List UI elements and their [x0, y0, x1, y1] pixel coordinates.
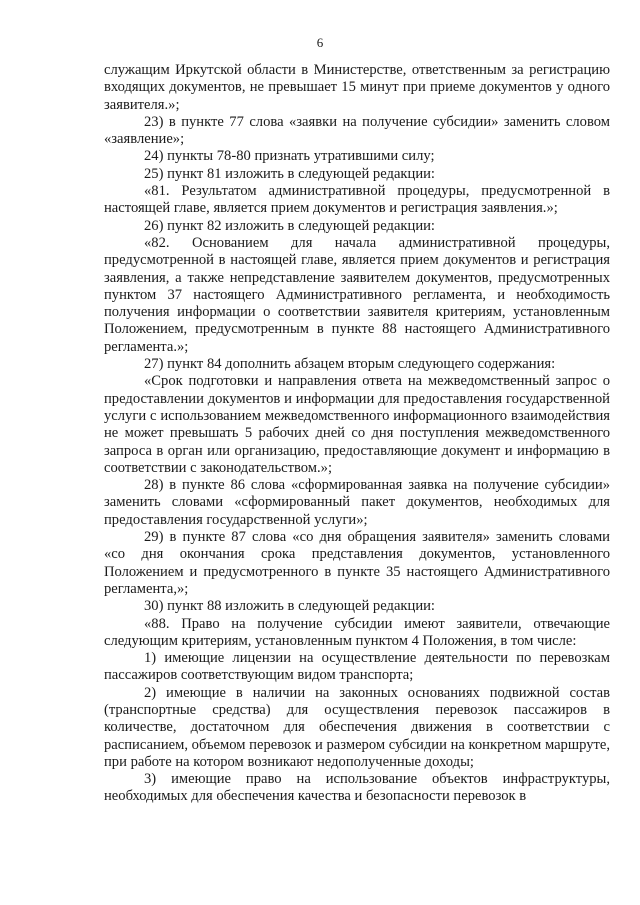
paragraph-criterion-1: 1) имеющие лицензии на осуществление деятельности по перевозкам пассажиров соответствующим видом транспорта;	[104, 650, 610, 684]
paragraph-criterion-3: 3) имеющие право на использование объектов инфраструктуры, необходимых для обеспечения качества и безопасности перевозок в	[104, 771, 610, 805]
paragraph-item-23: 23) в пункте 77 слова «заявки на получение субсидии» заменить словом «заявление»;	[104, 113, 610, 148]
paragraph-item-27: 27) пункт 84 дополнить абзацем вторым следующего содержания:	[144, 356, 556, 373]
paragraph-quote-82: «82. Основанием для начала административной процедуры, предусмотренной в настоящей главе, является прием документов и регистрация заявления, а также непредставление заявителем документов, предусмотренных пунктом 37 настоящего Административного регламента, и необходимость получения информации о соответствии заявителя критериям, установленным Положением, предусмотренным в пункте 88 настоящего Административного регламента.»;	[104, 234, 610, 355]
document-body	[104, 62, 610, 806]
paragraph-item-28: 28) в пункте 86 слова «сформированная заявка на получение субсидии» заменить словами «сформированный пакет документов, необходимых для предоставления государственной услуги»;	[104, 477, 610, 528]
paragraph-continuation: служащим Иркутской области в Министерстве, ответственным за регистрацию входящих документов, не превышает 15 минут при приеме документов у одного заявителя.»;	[104, 62, 610, 113]
paragraph-quote-81: «81. Результатом административной процедуры, предусмотренной в настоящей главе, является прием документов и регистрация заявления.»;	[104, 183, 610, 217]
paragraph-item-24: 24) пункты 78-80 признать утратившими силу;	[144, 148, 435, 165]
paragraph-criterion-2: 2) имеющие в наличии на законных основаниях подвижной состав (транспортные средства) для осуществления перевозок пассажиров в количестве, достаточном для обеспечения движения в соответствии с расписанием, объемом перевозок и размером субсидии на конкретном маршруте, при работе на котором возникают недополученные доходы;	[104, 684, 610, 770]
paragraph-item-25: 25) пункт 81 изложить в следующей редакции:	[144, 165, 435, 182]
paragraph-quote-84: «Срок подготовки и направления ответа на межведомственный запрос о предоставлении документов и информации для предоставления государственной услуги с использованием межведомственного информационного взаимодействия не может превышать 5 рабочих дней со дня поступления межведомственного запроса в орган или организацию, предоставляющие документ и информацию в соответствии с законодательством.»;	[104, 373, 610, 476]
page-number: 6	[316, 35, 324, 50]
paragraph-item-29: 29) в пункте 87 слова «со дня обращения заявителя» заменить словами «со дня окончания срока представления документов, установленного Положением и предусмотренного в пункте 35 настоящего Административного регламента,»;	[104, 529, 610, 597]
paragraph-item-26: 26) пункт 82 изложить в следующей редакции:	[144, 217, 435, 234]
paragraph-quote-88: «88. Право на получение субсидии имеют заявители, отвечающие следующим критериям, установленным пунктом 4 Положения, в том числе:	[104, 615, 610, 649]
paragraph-item-30: 30) пункт 88 изложить в следующей редакции:	[144, 598, 435, 615]
